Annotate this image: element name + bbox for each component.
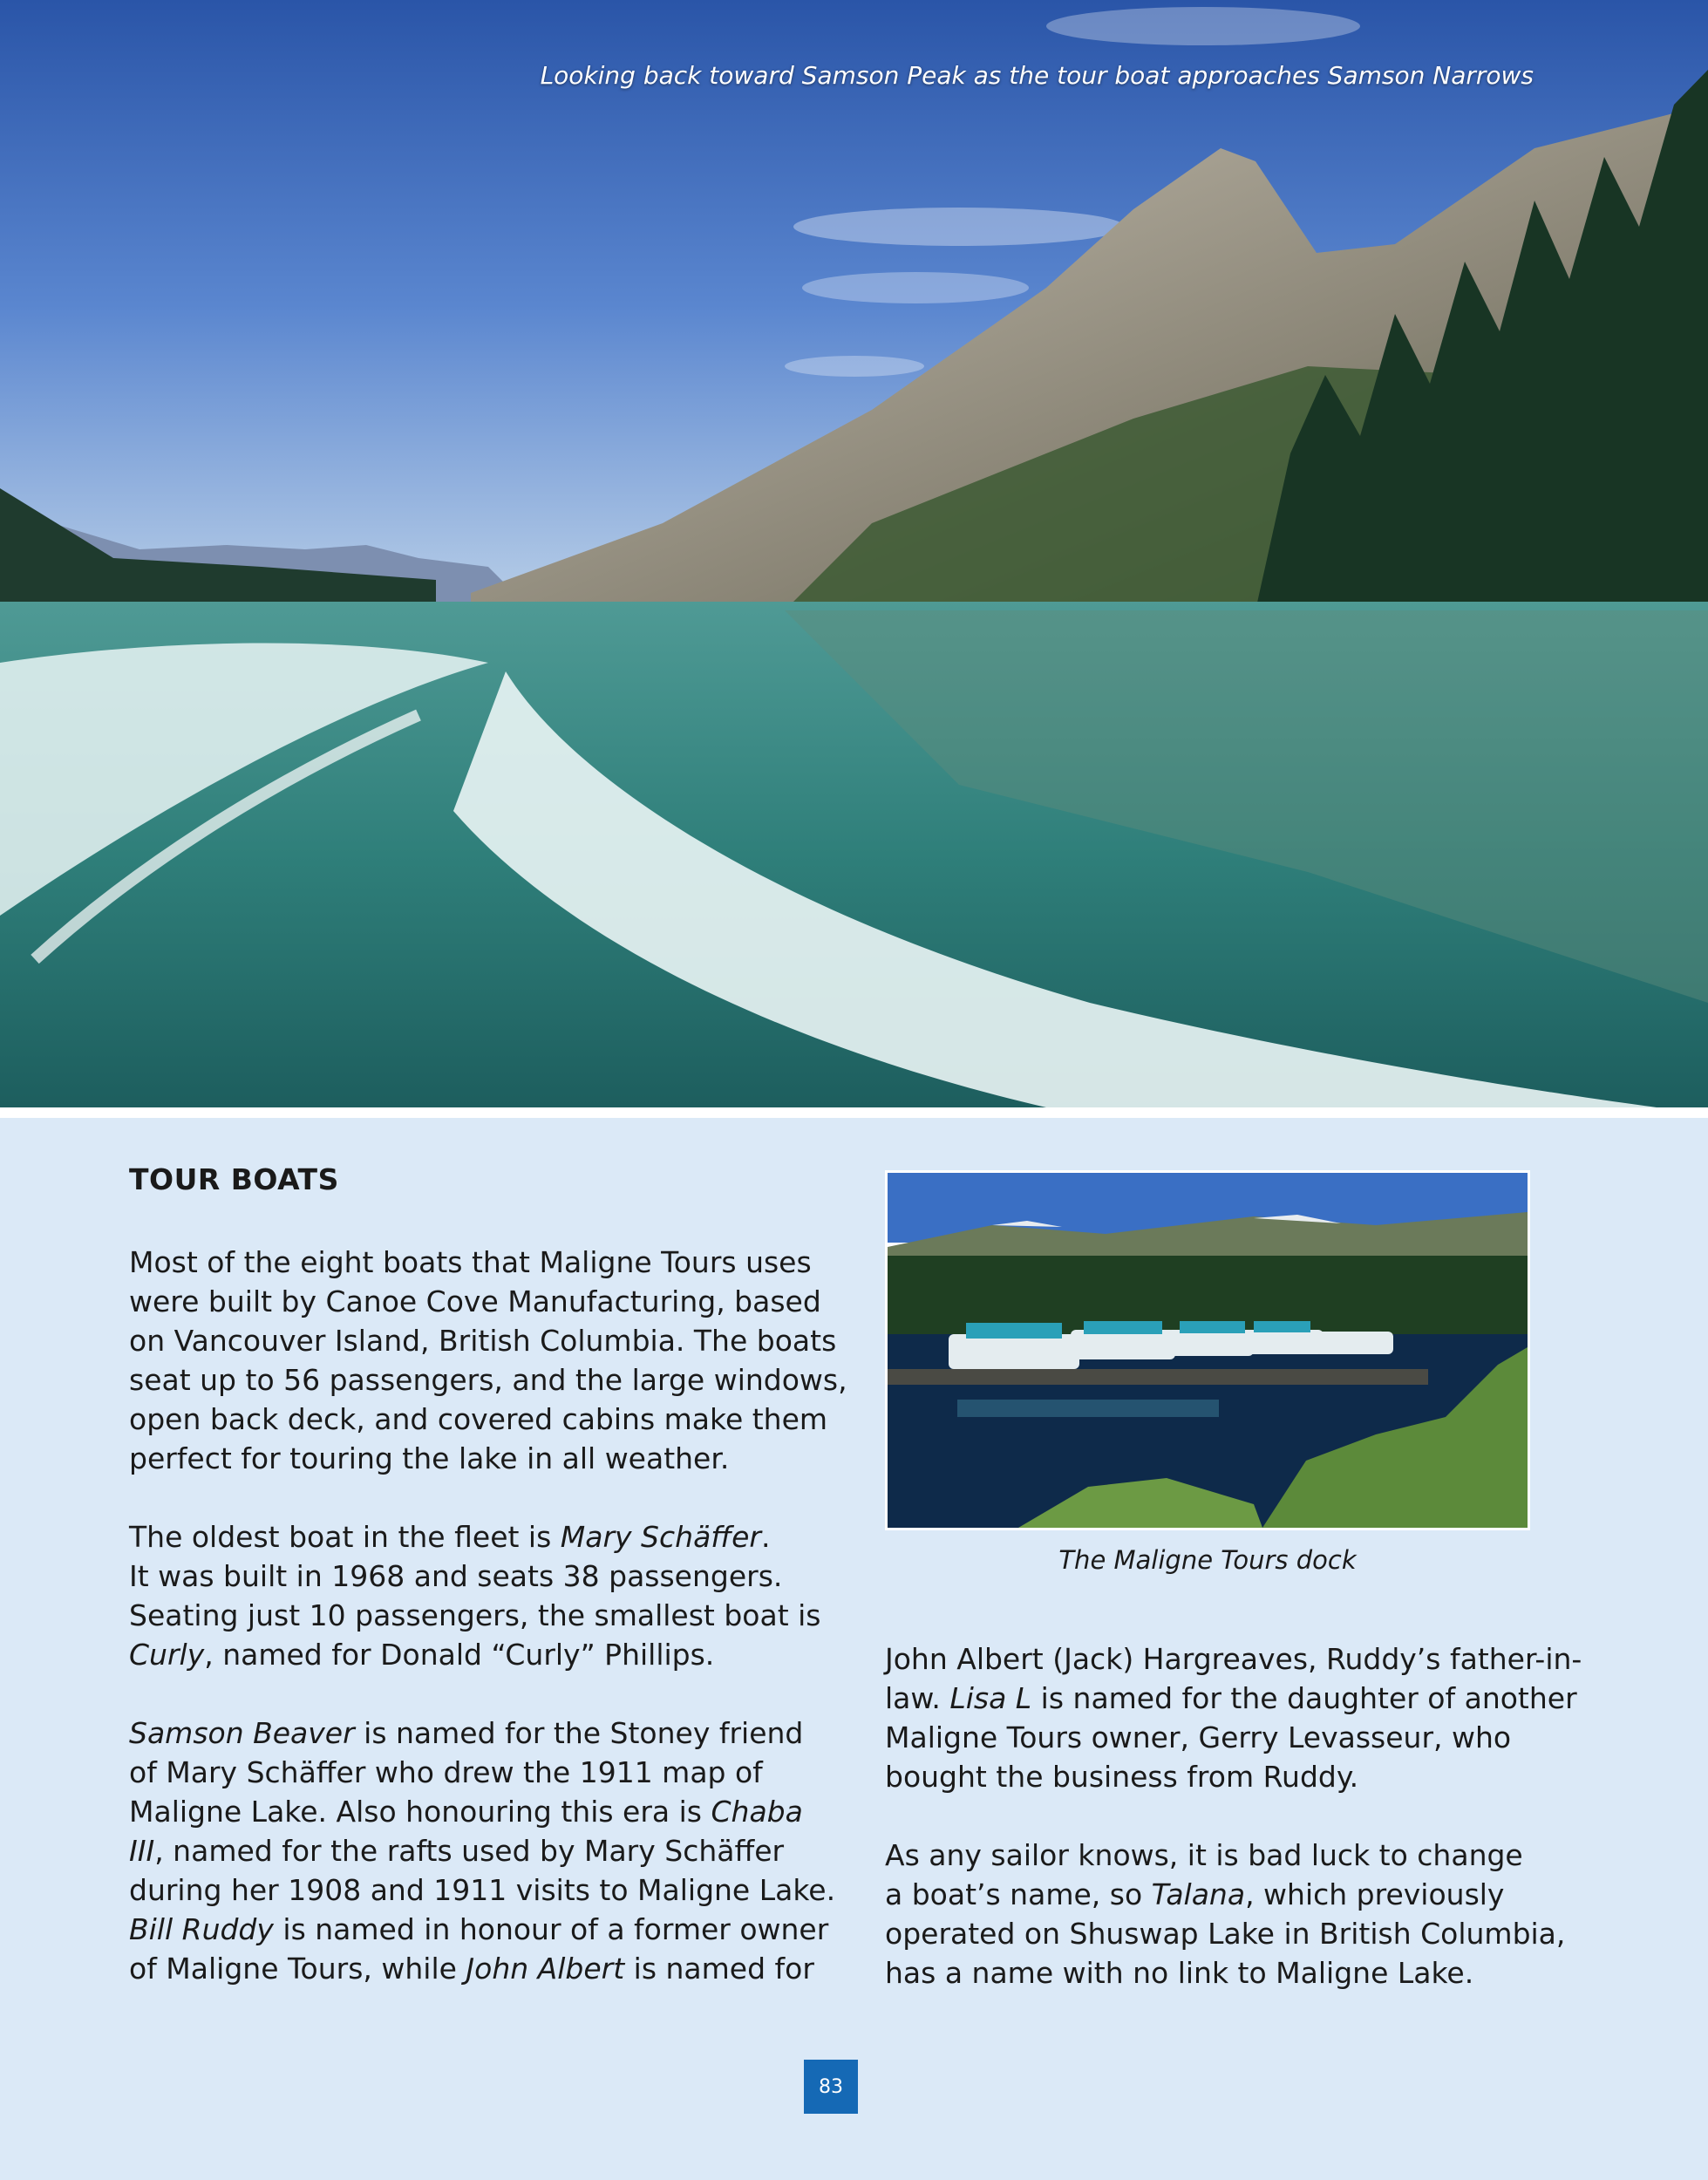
text-fragment: is named in honour of a former owner [273, 1912, 829, 1946]
text-fragment: , named for the rafts used by Mary Schäffer [154, 1834, 785, 1868]
text-line: John Albert (Jack) Hargreaves, Ruddy’s father-in- [885, 1642, 1582, 1676]
text-fragment: a boat’s name, so [885, 1877, 1152, 1911]
boat-name: Bill Ruddy [129, 1912, 274, 1946]
text-line: during her 1908 and 1911 visits to Maligne Lake. [129, 1873, 836, 1907]
text-line [885, 1679, 1577, 1718]
text-fragment: of Maligne Tours, while [129, 1952, 466, 1986]
text-fragment: Maligne Lake. Also honouring this era is [129, 1795, 711, 1829]
hero-caption: Looking back toward Samson Peak as the tour boat approaches Samson Narrows [540, 61, 1534, 90]
boat-name: Talana [1151, 1877, 1246, 1911]
right-column [885, 1639, 1582, 2032]
boat-name: III [129, 1834, 155, 1868]
left-column [129, 1160, 847, 2027]
text-line: As any sailor knows, it is bad luck to change [885, 1838, 1523, 1872]
text-fragment: is named for the Stoney friend [354, 1716, 804, 1750]
paragraph-boat-names [129, 1713, 836, 1988]
text-fragment: is named for the daughter of another [1031, 1681, 1577, 1715]
dock-photo-frame [885, 1170, 1530, 1530]
text-fragment: is named for [624, 1952, 814, 1986]
text-line [129, 1517, 792, 1557]
boat-name: Chaba [711, 1795, 803, 1829]
text-line [129, 1635, 792, 1674]
paragraph-oldest-boat [129, 1517, 821, 1674]
text-line: were built by Canoe Cove Manufacturing, based [129, 1284, 821, 1318]
text-line: bought the business from Ruddy. [885, 1760, 1359, 1794]
text-line: Seating just 10 passengers, the smallest boat is [129, 1598, 821, 1632]
text-line: It was built in 1968 and seats 38 passengers. [129, 1559, 783, 1593]
text-fragment: . [760, 1520, 771, 1554]
text-line: on Vancouver Island, British Columbia. The boats [129, 1324, 837, 1358]
text-line [129, 1713, 804, 1753]
photo-divider [0, 1107, 1708, 1118]
dock-photo [888, 1173, 1528, 1528]
section-title: TOUR BOATS [129, 1162, 339, 1196]
boat-name: John Albert [466, 1952, 625, 1986]
text-line [129, 1831, 792, 1870]
boat-name: Lisa L [949, 1681, 1032, 1715]
paragraph-talana [885, 1836, 1566, 1993]
text-line [885, 1875, 1556, 1914]
dock-caption: The Maligne Tours dock [1058, 1545, 1357, 1575]
text-line: has a name with no link to Maligne Lake. [885, 1956, 1474, 1990]
text-line: Maligne Tours owner, Gerry Levasseur, who [885, 1720, 1512, 1754]
text-line: open back deck, and covered cabins make them [129, 1402, 828, 1436]
text-line: seat up to 56 passengers, and the large windows, [129, 1363, 847, 1397]
text-line [129, 1792, 803, 1831]
text-fragment: The oldest boat in the fleet is [129, 1520, 561, 1554]
boat-name: Mary Schäffer [560, 1520, 761, 1554]
text-line: perfect for touring the lake in all weather. [129, 1441, 730, 1475]
paragraph-lisa-l [885, 1639, 1582, 1796]
page-number: 83 [804, 2060, 858, 2114]
text-line [129, 1910, 829, 1949]
text-fragment: law. [885, 1681, 950, 1715]
paragraph-boats-overview [129, 1243, 847, 1478]
text-line [129, 1949, 814, 1988]
text-line: operated on Shuswap Lake in British Columbia, [885, 1917, 1566, 1951]
boat-name: Curly [129, 1638, 205, 1672]
text-line: of Mary Schäffer who drew the 1911 map of [129, 1755, 763, 1789]
text-fragment: , which previously [1245, 1877, 1505, 1911]
text-fragment: , named for Donald “Curly” Phillips. [204, 1638, 715, 1672]
text-line: Most of the eight boats that Maligne Tours uses [129, 1245, 812, 1279]
boat-name: Samson Beaver [129, 1716, 355, 1750]
